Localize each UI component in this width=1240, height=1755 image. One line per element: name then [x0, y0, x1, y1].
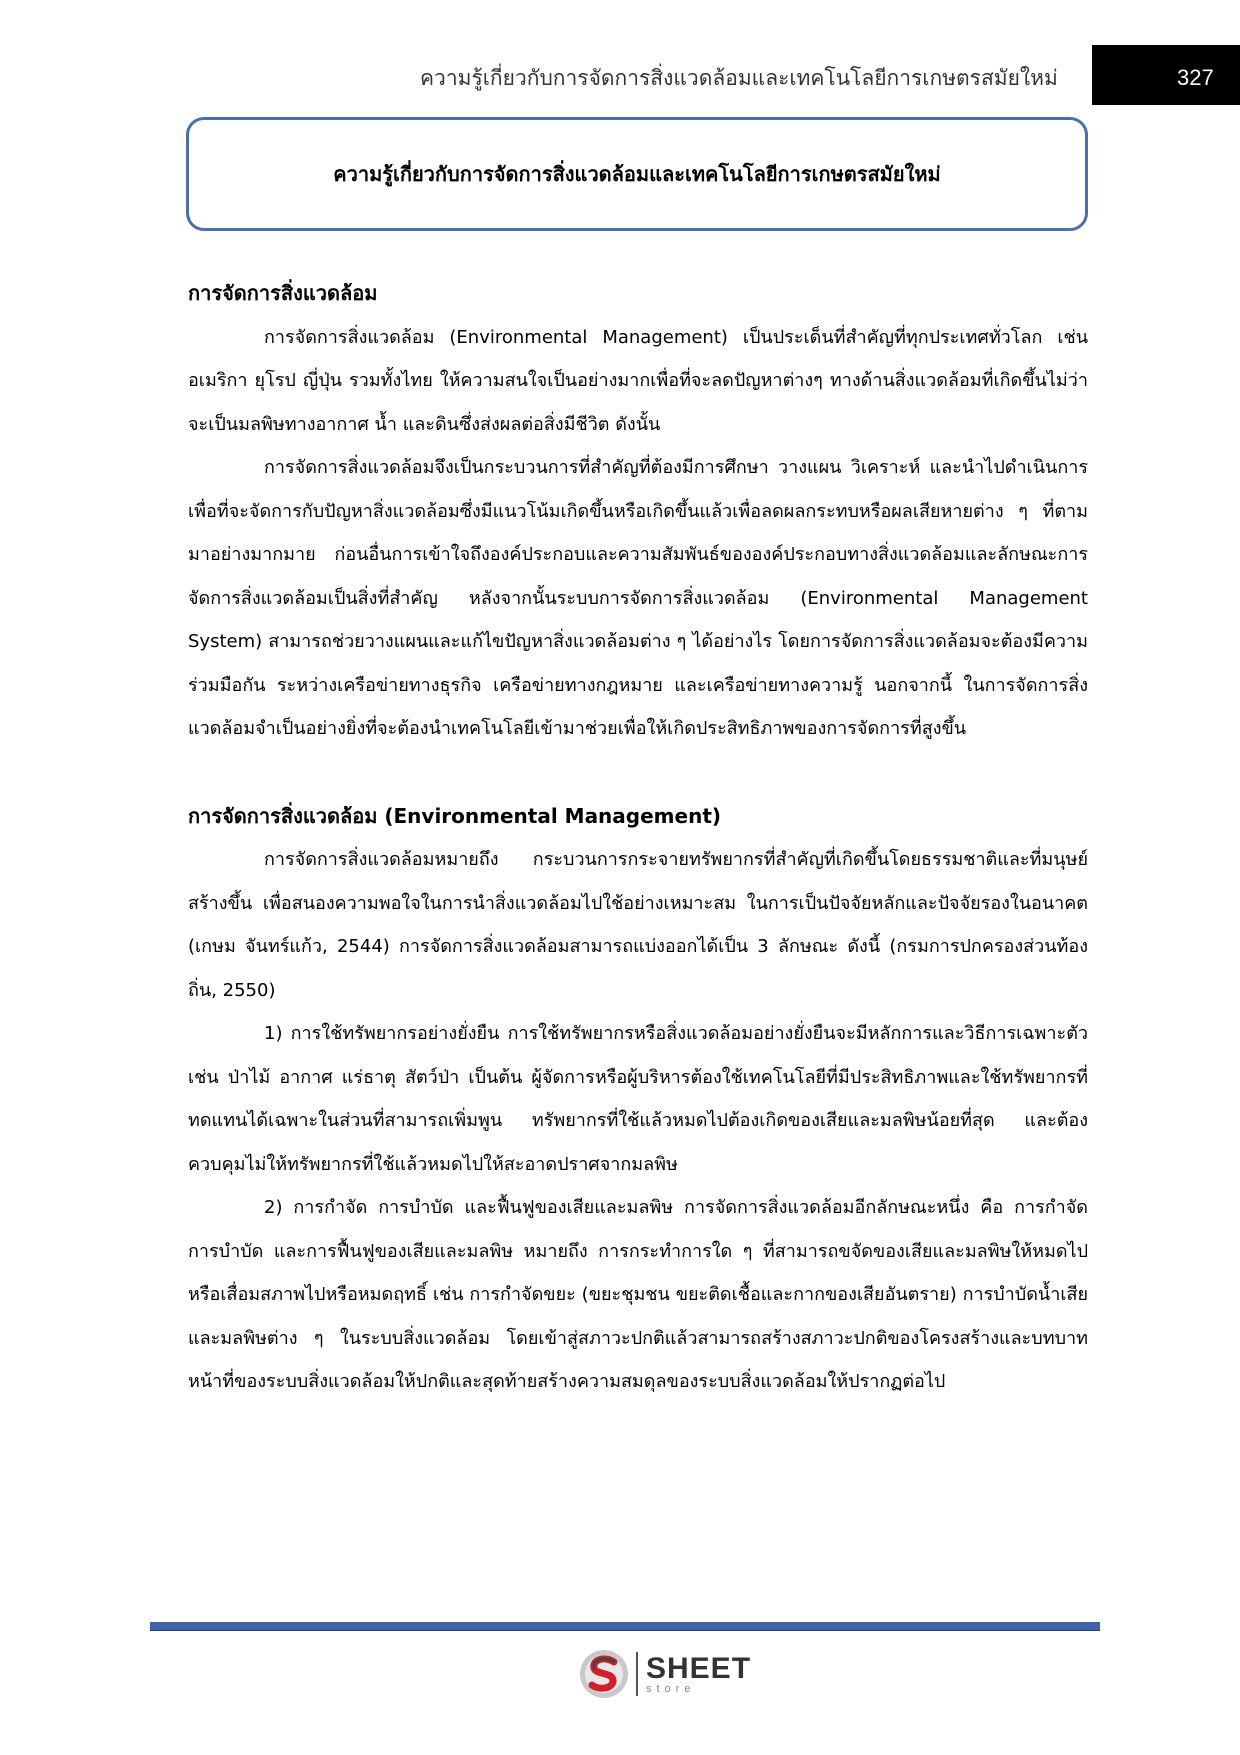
section-heading: การจัดการสิ่งแวดล้อม: [188, 281, 378, 305]
page-number: 327: [1177, 65, 1214, 90]
footer-divider: [150, 1622, 1100, 1631]
section-spacer: [188, 751, 1088, 795]
logo-sub-text: store: [646, 1682, 696, 1695]
chapter-title: ความรู้เกี่ยวกับการจัดการสิ่งแวดล้อมและเทคโนโลยีการเกษตรสมัยใหม่: [333, 162, 941, 186]
running-header-title: ความรู้เกี่ยวกับการจัดการสิ่งแวดล้อมและเทคโนโลยีการเกษตรสมัยใหม่: [420, 66, 1058, 90]
paragraph: การจัดการสิ่งแวดล้อม (Environmental Management) เป็นประเด็นที่สำคัญที่ทุกประเทศทั่วโลก เช่น อเมริกา ยุโรป ญี่ปุ่น รวมทั้งไทย ให้ความสนใจเป็นอย่างมากเพื่อที่จะลดปัญหาต่างๆ ทางด้านสิ่งแวดล้อมที่เกิดขึ้นไม่ว่าจะเป็นมลพิษทางอากาศ น้ำ และดินซึ่งส่งผลต่อสิ่งมีชีวิต ดังนั้น: [188, 326, 1088, 435]
section-heading: การจัดการสิ่งแวดล้อม (Environmental Management): [188, 803, 722, 828]
sheet-store-logo: [578, 1648, 751, 1700]
logo-main-text: SHEET: [646, 1651, 752, 1685]
page-number-box: [1092, 45, 1240, 105]
document-body: [188, 272, 1088, 1404]
logo-divider: [636, 1652, 638, 1696]
sheet-store-logo-icon: [578, 1648, 630, 1700]
paragraph: 2) การกำจัด การบำบัด และฟื้นฟูของเสียและมลพิษ การจัดการสิ่งแวดล้อมอีกลักษณะหนึ่ง คือ การกำจัด การบำบัด และการฟื้นฟูของเสียและมลพิษ หมายถึง การกระทำการใด ๆ ที่สามารถขจัดของเสียและมลพิษให้หมดไปหรือเสื่อมสภาพไปหรือหมดฤทธิ์ เช่น การกำจัดขยะ (ขยะชุมชน ขยะติดเชื้อและกากของเสียอันตราย) การบำบัดน้ำเสีย และมลพิษต่าง ๆ ในระบบสิ่งแวดล้อม โดยเข้าสู่สภาวะปกติแล้วสามารถสร้างสภาวะปกติของโครงสร้างและบทบาทหน้าที่ของระบบสิ่งแวดล้อมให้ปกติและสุดท้ายสร้างความสมดุลของระบบสิ่งแวดล้อมให้ปรากฏต่อไป: [188, 1197, 1088, 1392]
paragraph: 1) การใช้ทรัพยากรอย่างยั่งยืน การใช้ทรัพยากรหรือสิ่งแวดล้อมอย่างยั่งยืนจะมีหลักการและวิธีการเฉพาะตัว เช่น ป่าไม้ อากาศ แร่ธาตุ สัตว์ป่า เป็นต้น ผู้จัดการหรือผู้บริหารต้องใช้เทคโนโลยีที่มีประสิทธิภาพและใช้ทรัพยากรที่ทดแทนได้เฉพาะในส่วนที่สามารถเพิ่มพูน ทรัพยากรที่ใช้แล้วหมดไปต้องเกิดของเสียและมลพิษน้อยที่สุด และต้องควบคุมไม่ให้ทรัพยากรที่ใช้แล้วหมดไปให้สะอาดปราศจากมลพิษ: [188, 1023, 1088, 1175]
paragraph: การจัดการสิ่งแวดล้อมหมายถึง กระบวนการกระจายทรัพยากรที่สำคัญที่เกิดขึ้นโดยธรรมชาติและที่มนุษย์สร้างขึ้น เพื่อสนองความพอใจในการนำสิ่งแวดล้อมไปใช้อย่างเหมาะสม ในการเป็นปัจจัยหลักและปัจจัยรองในอนาคต (เกษม จันทร์แก้ว, 2544) การจัดการสิ่งแวดล้อมสามารถแบ่งออกได้เป็น 3 ลักษณะ ดังนี้ (กรมการปกครองส่วนท้องถิ่น, 2550): [188, 849, 1088, 1001]
paragraph: การจัดการสิ่งแวดล้อมจึงเป็นกระบวนการที่สำคัญที่ต้องมีการศึกษา วางแผน วิเคราะห์ และนำไปดำเนินการเพื่อที่จะจัดการกับปัญหาสิ่งแวดล้อมซึ่งมีแนวโน้มเกิดขึ้นหรือเกิดขึ้นแล้วเพื่อลดผลกระทบหรือผลเสียหายต่าง ๆ ที่ตามมาอย่างมากมาย ก่อนอื่นการเข้าใจถึงองค์ประกอบและความสัมพันธ์ขององค์ประกอบทางสิ่งแวดล้อมและลักษณะการจัดการสิ่งแวดล้อมเป็นสิ่งที่สำคัญ หลังจากนั้นระบบการจัดการสิ่งแวดล้อม (Environmental Management System) สามารถช่วยวางแผนและแก้ไขปัญหาสิ่งแวดล้อมต่าง ๆ ได้อย่างไร โดยการจัดการสิ่งแวดล้อมจะต้องมีความร่วมมือกัน ระหว่างเครือข่ายทางธุรกิจ เครือข่ายทางกฎหมาย และเครือข่ายทางความรู้ นอกจากนี้ ในการจัดการสิ่งแวดล้อมจำเป็นอย่างยิ่งที่จะต้องนำเทคโนโลยีเข้ามาช่วยเพื่อให้เกิดประสิทธิภาพของการจัดการที่สูงขึ้น: [188, 457, 1088, 739]
logo-text: [646, 1651, 752, 1695]
chapter-title-box: [186, 117, 1088, 231]
